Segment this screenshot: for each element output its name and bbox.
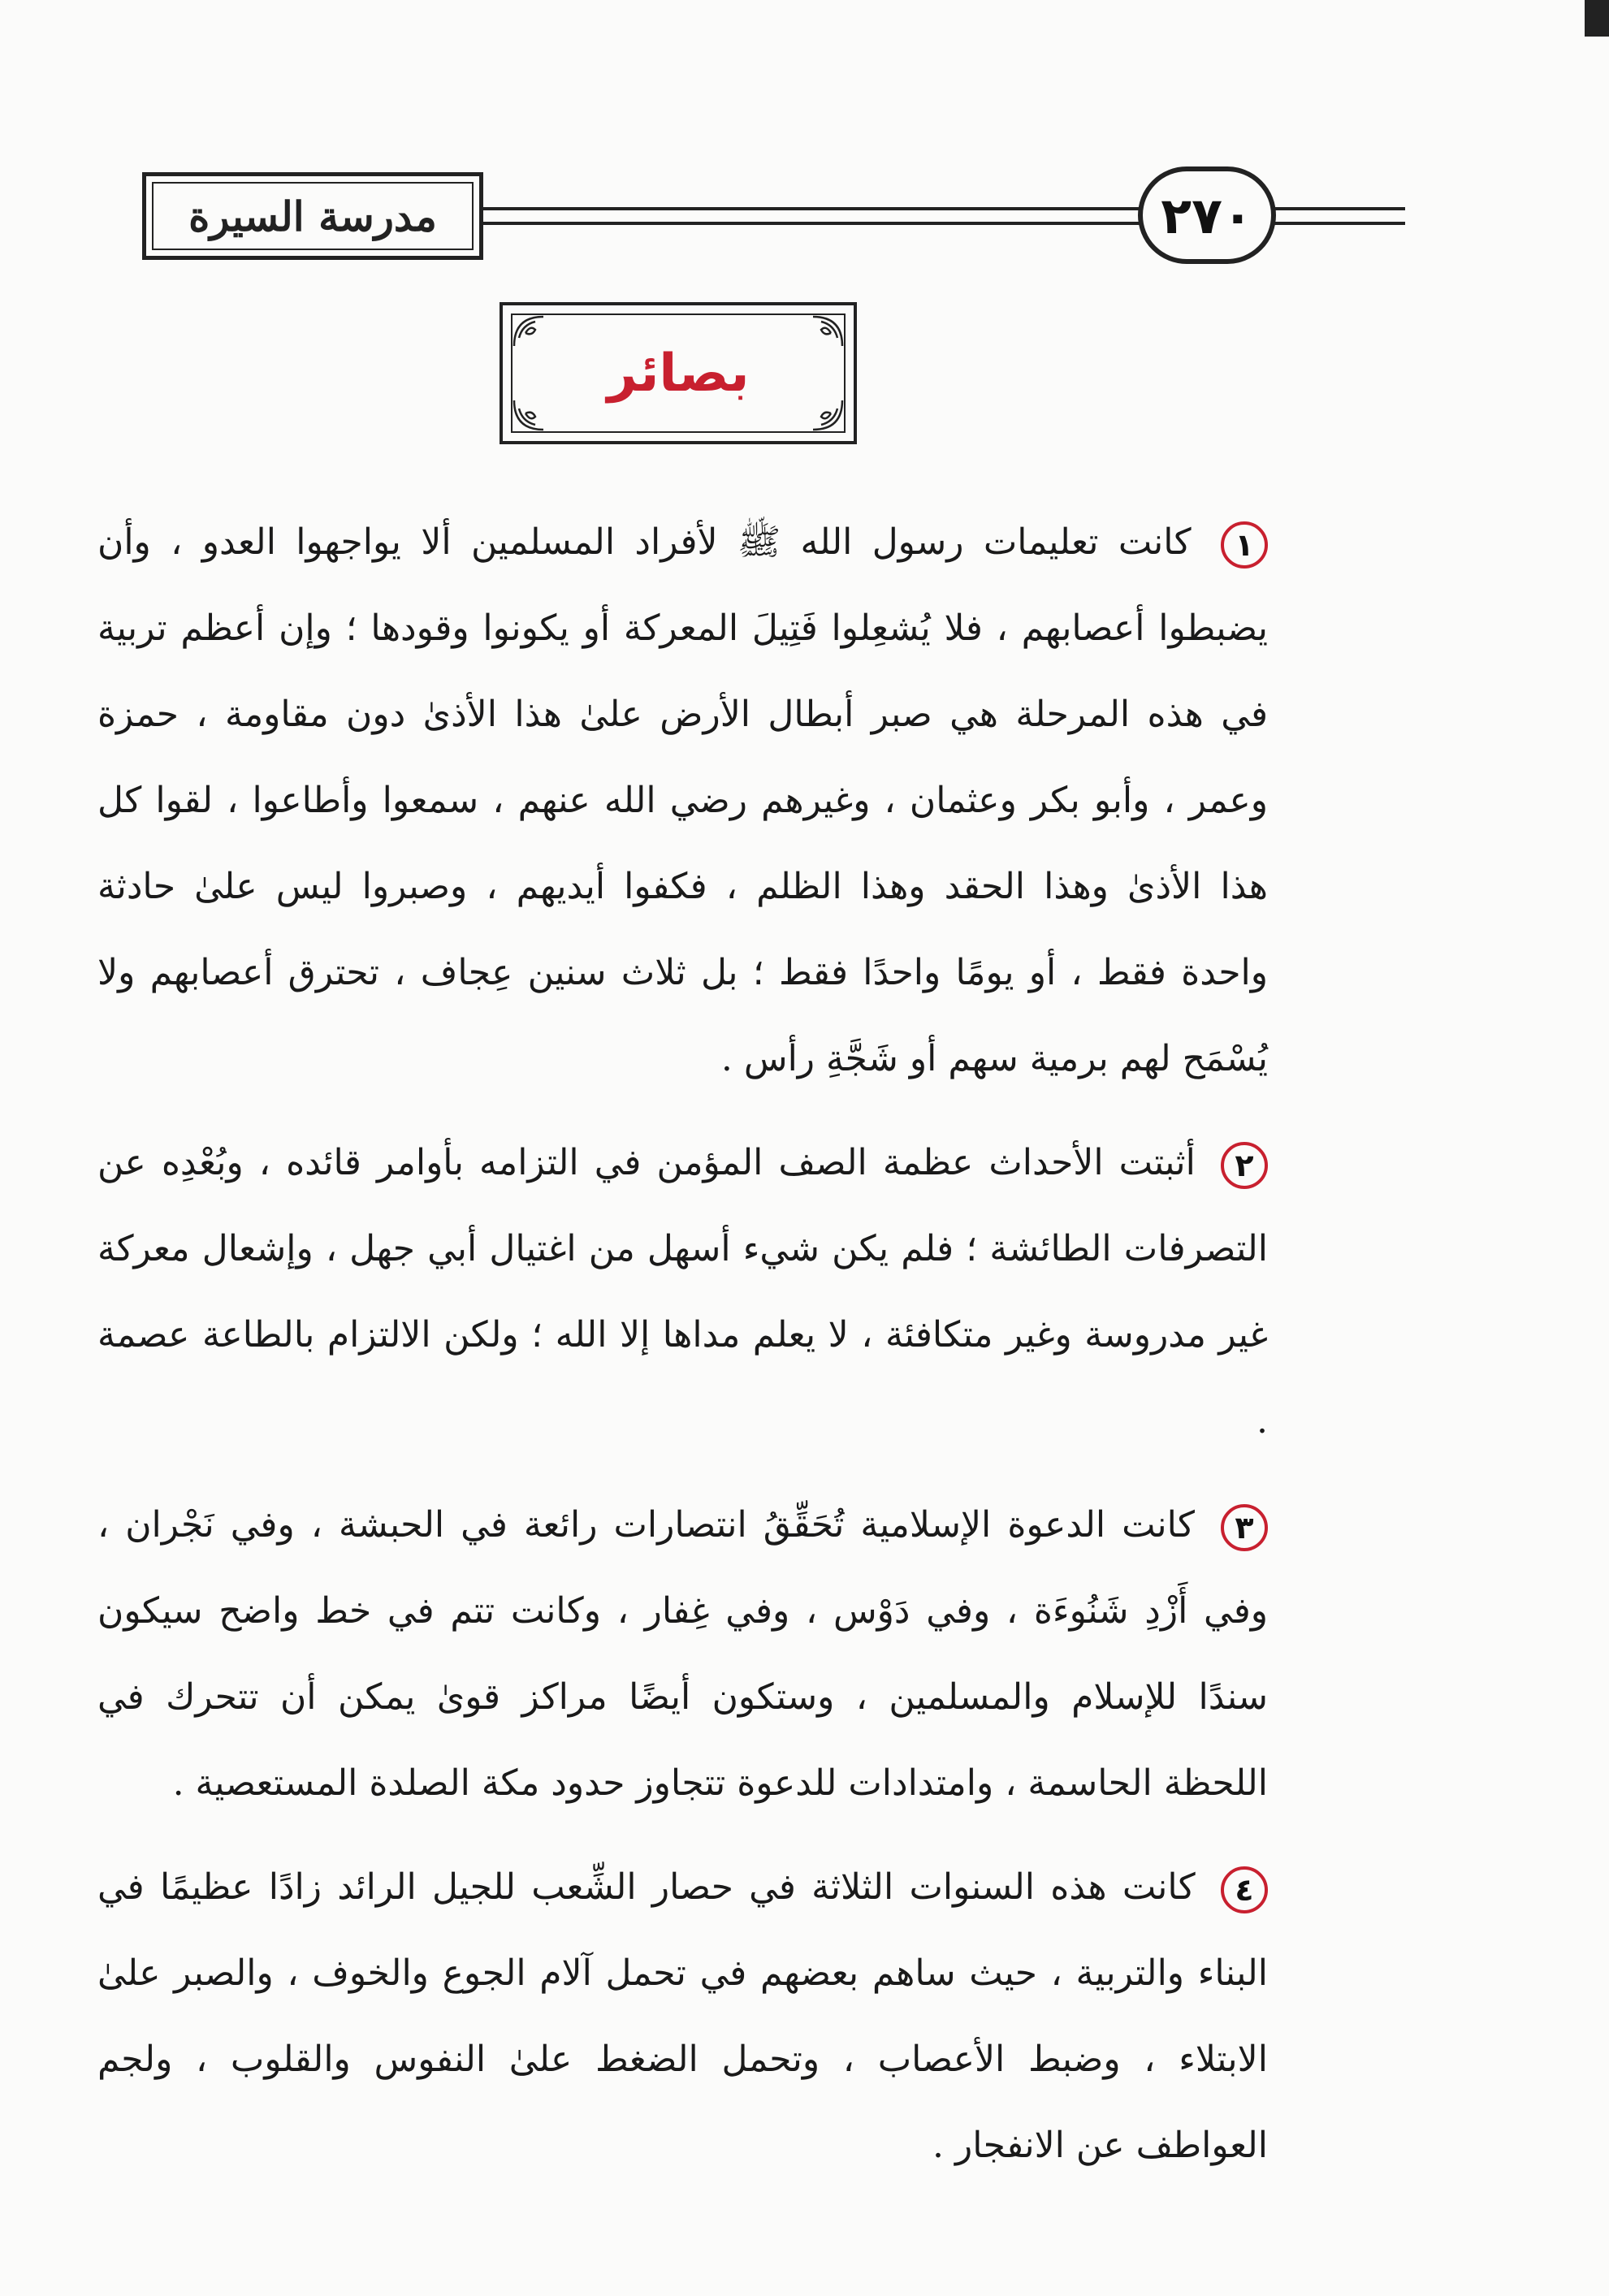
body-text [97,499,1268,2207]
book-title-frame [142,172,483,260]
section-title: بصائر [607,343,750,404]
paragraph-number-badge: ٢ [1221,1142,1268,1189]
paragraph-3 [97,1482,1268,1827]
paragraph-number-badge: ١ [1221,521,1268,569]
paragraph-text: كانت هذه السنوات الثلاثة في حصار الشِّعب للجيل الرائد زادًا عظيمًا في البناء والتربية ، حيث ساهم بعضهم في تحمل آلام الجوع والخوف ، والصبر علىٰ الابتلاء ، وضبط الأعصاب ، وتحمل الضغط علىٰ النفوس والقلوب ، ولجم العواطف عن الانفجار . [97,1866,1268,2166]
section-title-frame [500,302,857,444]
paragraph-number-badge: ٣ [1221,1504,1268,1551]
page-number-frame [1138,166,1276,264]
paragraph-2 [97,1120,1268,1464]
ornament-corner-icon [511,392,551,433]
book-title: مدرسة السيرة [188,192,437,240]
ornament-corner-icon [805,313,846,354]
ornament-corner-icon [805,392,846,433]
header-rule-right [1275,207,1405,225]
paragraph-text: كانت الدعوة الإسلامية تُحَقِّقُ انتصارات رائعة في الحبشة ، وفي نَجْران ، وفي أَزْدِ شَنُوءَة ، وفي دَوْس ، وفي غِفار ، وكانت تتم في خط واضح سيكون سندًا للإسلام والمسلمين ، وستكون أيضًا مراكز قوىٰ يمكن أن تتحرك في اللحظة الحاسمة ، وامتدادات للدعوة تتجاوز حدود مكة الصلدة المستعصية . [97,1504,1268,1804]
paragraph-1 [97,499,1268,1102]
paragraph-text: كانت تعليمات رسول الله ﷺ لأفراد المسلمين ألا يواجهوا العدو ، وأن يضبطوا أعصابهم ، فلا يُشعِلوا فَتِيلَ المعركة أو يكونوا وقودها ؛ وإن أعظم تربية في هذه المرحلة هي صبر أبطال الأرض علىٰ هذا الأذىٰ دون مقاومة ، حمزة وعمر ، وأبو بكر وعثمان ، وغيرهم رضي الله عنهم ، سمعوا وأطاعوا ، لقوا كل هذا الأذىٰ وهذا الحقد وهذا الظلم ، فكفوا أيديهم ، وصبروا ليس علىٰ حادثة واحدة فقط ، أو يومًا واحدًا فقط ؛ بل ثلاث سنين عِجاف ، تحترق أعصابهم ولا يُسْمَح لهم برمية سهم أو شَجَّةِ رأس . [97,521,1268,1079]
ornament-corner-icon [511,313,551,354]
paragraph-text: أثبتت الأحداث عظمة الصف المؤمن في التزامه بأوامر قائده ، وبُعْدِه عن التصرفات الطائشة ؛ فلم يكن شيء أسهل من اغتيال أبي جهل ، وإشعال معركة غير مدروسة وغير متكافئة ، لا يعلم مداها إلا الله ؛ ولكن الالتزام بالطاعة عصمة . [97,1142,1268,1442]
page-edge-mark [1585,0,1609,37]
paragraph-4 [97,1844,1268,2189]
paragraph-number-badge: ٤ [1221,1866,1268,1913]
page-number: ٢٧٠ [1161,185,1253,245]
